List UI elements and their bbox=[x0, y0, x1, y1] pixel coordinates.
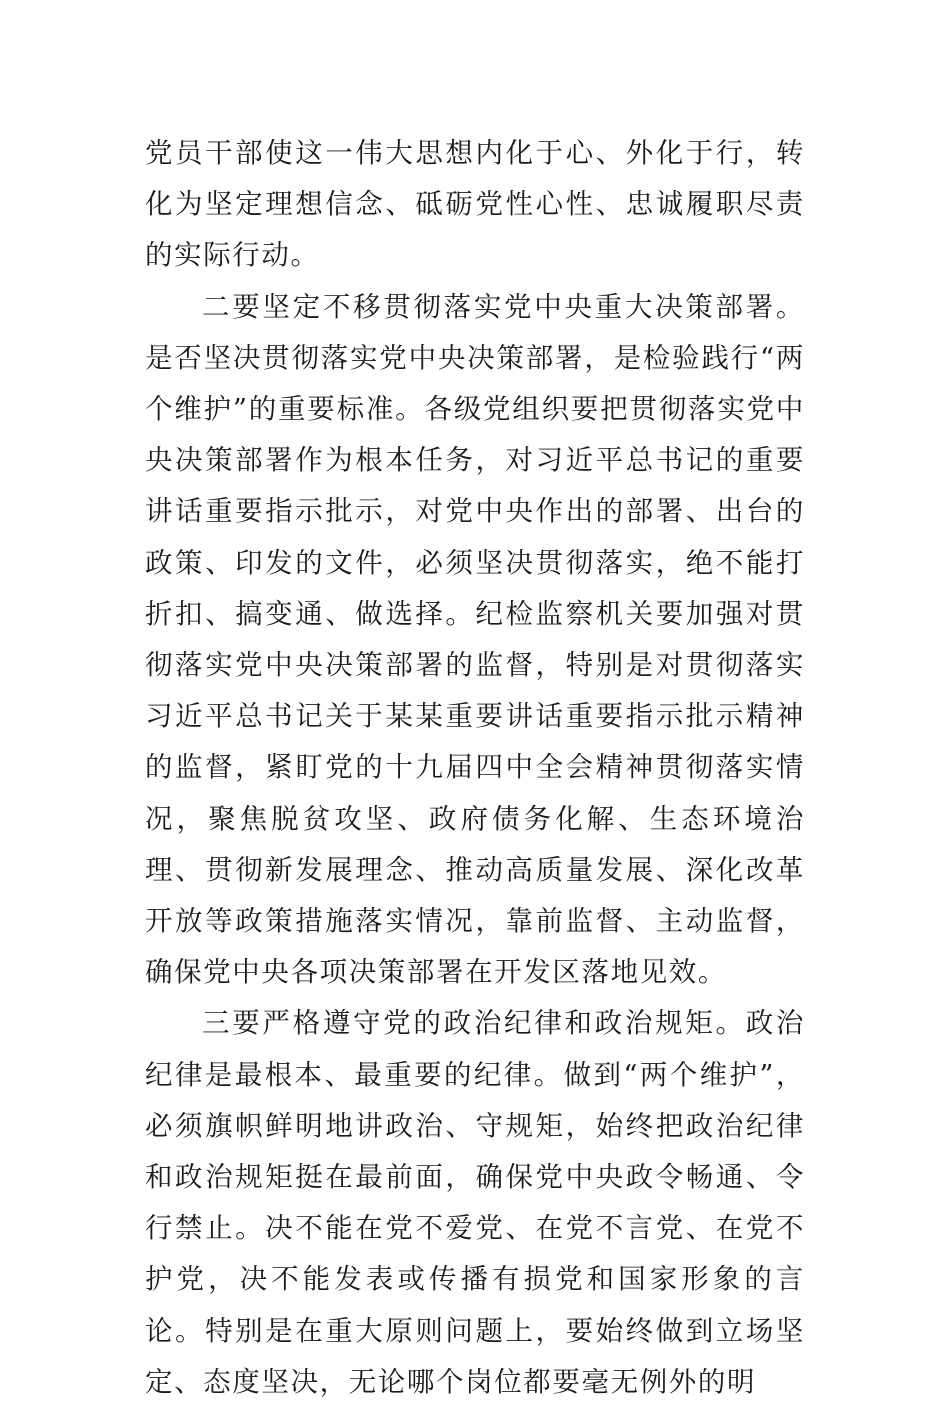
paragraph-continuation: 党员干部使这一伟大思想内化于心、外化于行，转化为坚定理想信念、砥砺党性心性、忠诚履职尽责的实际行动。 bbox=[145, 137, 805, 272]
document-body bbox=[145, 128, 805, 1408]
paragraph-point-two: 二要坚定不移贯彻落实党中央重大决策部署。是否坚决贯彻落实党中央决策部署，是检验践行“两个维护”的重要标准。各级党组织要把贯彻落实党中央决策部署作为根本任务，对习近平总书记的重要讲话重要指示批示，对党中央作出的部署、出台的政策、印发的文件，必须坚决贯彻落实，绝不能打折扣、搞变通、做选择。纪检监察机关要加强对贯彻落实党中央决策部署的监督，特别是对贯彻落实习近平总书记关于某某重要讲话重要指示批示精神的监督，紧盯党的十九届四中全会精神贯彻落实情况，聚焦脱贫攻坚、政府债务化解、生态环境治理、贯彻新发展理念、推动高质量发展、深化改革开放等政策措施落实情况，靠前监督、主动监督，确保党中央各项决策部署在开发区落地见效。 bbox=[145, 290, 805, 989]
paragraph-point-three: 三要严格遵守党的政治纪律和政治规矩。政治纪律是最根本、最重要的纪律。做到“两个维护”，必须旗帜鲜明地讲政治、守规矩，始终把政治纪律和政治规矩挺在最前面，确保党中央政令畅通、令行禁止。决不能在党不爱党、在党不言党、在党不护党，决不能发表或传播有损党和国家形象的言论。特别是在重大原则问题上，要始终做到立场坚定、态度坚决，无论哪个岗位都要毫无例外的明 bbox=[145, 1007, 805, 1398]
